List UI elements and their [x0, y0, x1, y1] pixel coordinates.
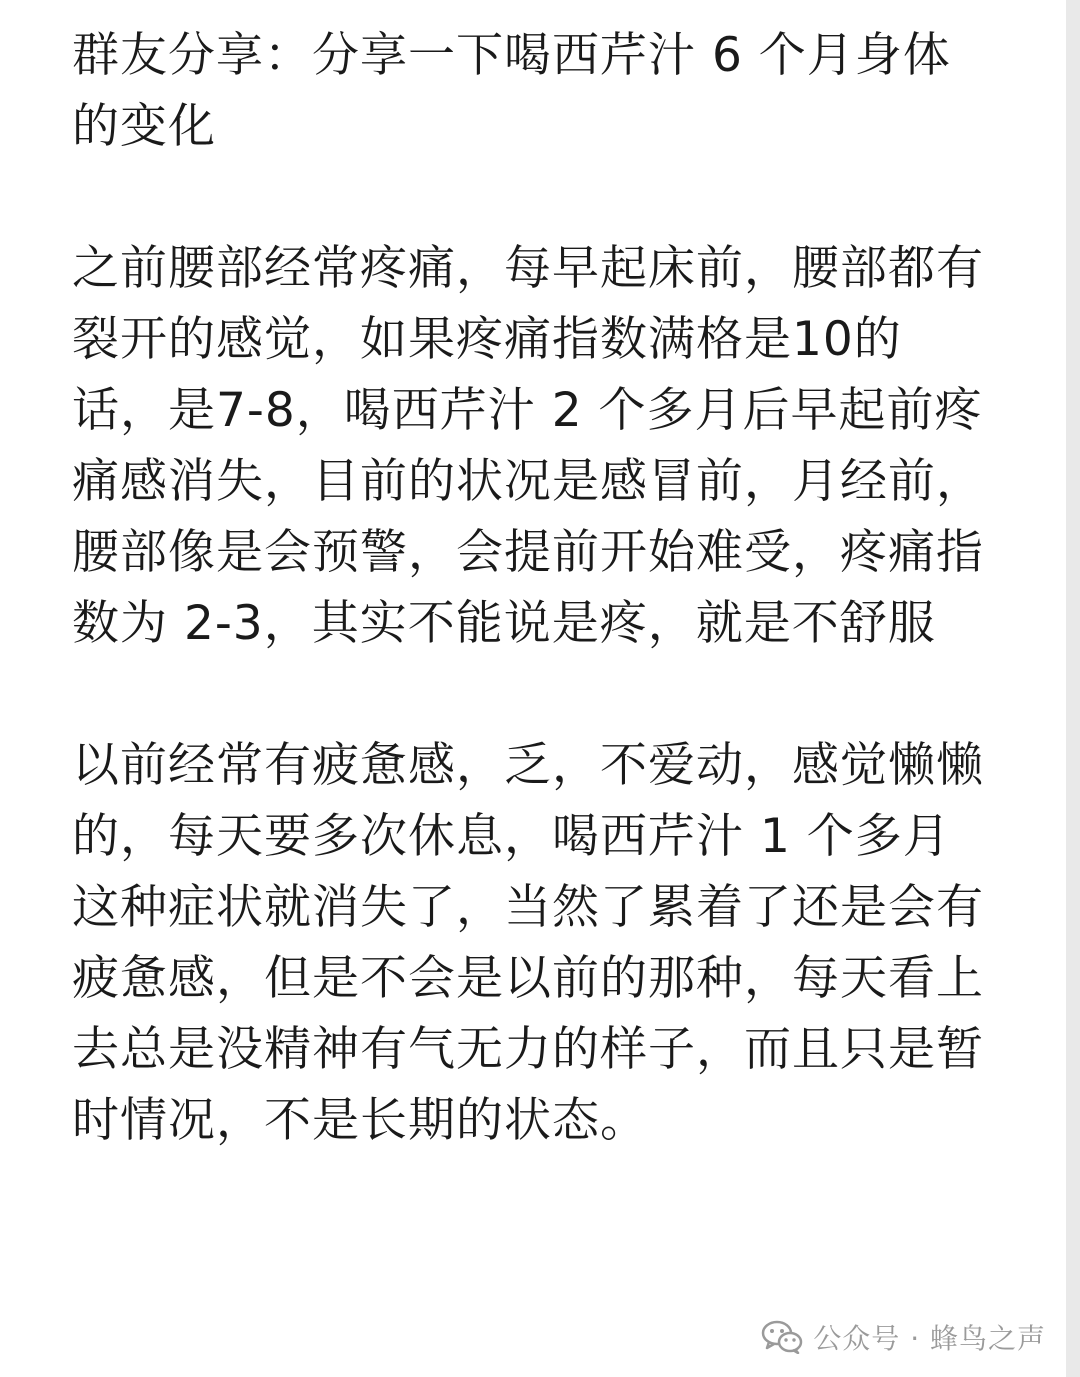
scrollbar-track[interactable]: [1066, 0, 1080, 1377]
post-content: [72, 20, 992, 1156]
watermark: [761, 1317, 1046, 1357]
wechat-icon: [761, 1320, 803, 1354]
paragraph-fatigue: 以前经常有疲惫感，乏，不爱动，感觉懒懒的，每天要多次休息，喝西芹汁 1 个多月这种症状就消失了，当然了累着了还是会有疲惫感，但是不会是以前的那种，每天看上去总是没精神有气无力的样子，而且只是暂时情况，不是长期的状态。: [72, 738, 984, 1148]
paragraph-back-pain: 之前腰部经常疼痛，每早起床前，腰部都有裂开的感觉，如果疼痛指数满格是10的话，是7-8，喝西芹汁 2 个多月后早起前疼痛感消失，目前的状况是感冒前，月经前，腰部像是会预警，会提前开始难受，疼痛指数为 2-3，其实不能说是疼，就是不舒服: [72, 241, 984, 651]
watermark-text: 公众号 · 蜂鸟之声: [813, 1322, 1046, 1355]
paragraph-title: 群友分享：分享一下喝西芹汁 6 个月身体的变化: [72, 28, 951, 154]
